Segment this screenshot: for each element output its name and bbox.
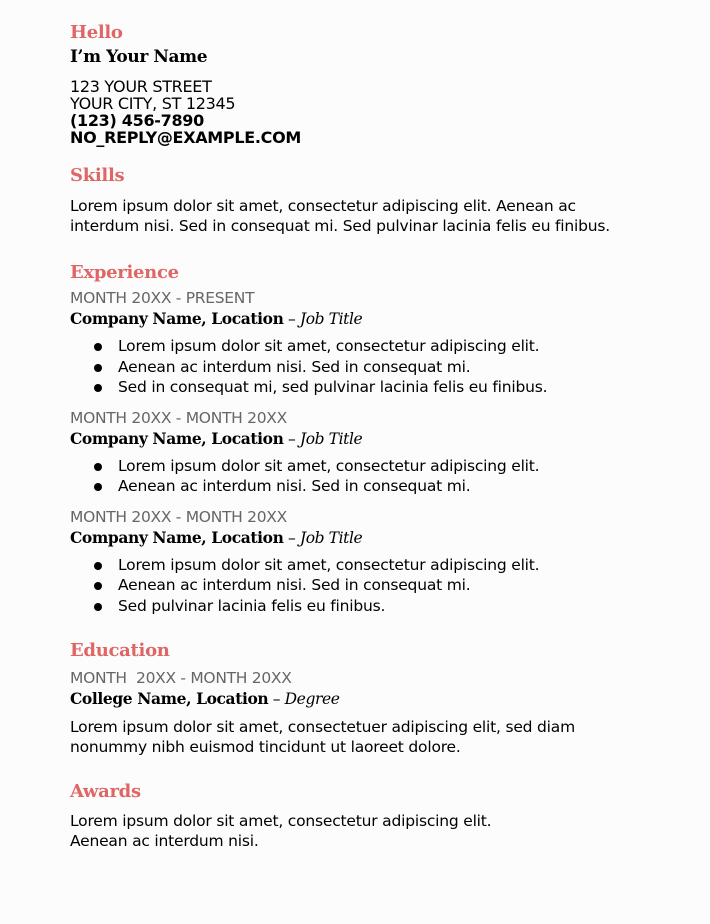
skills-section	[70, 163, 690, 236]
header-section	[70, 20, 690, 146]
phone-number: (123) 456-7890	[70, 111, 204, 130]
greeting-heading: Hello	[70, 22, 123, 43]
bullet-dot-icon	[94, 364, 102, 372]
job-bullets	[70, 456, 690, 497]
awards-line: Lorem ipsum dolor sit amet, consectetur adipiscing elit.	[70, 812, 492, 830]
education-line: Lorem ipsum dolor sit amet, consectetuer adipiscing elit, sed diam	[70, 718, 575, 736]
bullet-text: Aenean ac interdum nisi. Sed in consequat mi.	[118, 576, 471, 594]
awards-section	[70, 779, 690, 851]
street-address: 123 YOUR STREET	[70, 77, 212, 96]
bullet-dot-icon	[94, 384, 102, 392]
experience-heading: Experience	[70, 262, 179, 283]
degree: Degree	[284, 690, 340, 708]
experience-section	[70, 260, 690, 616]
job-title: Job Title	[299, 528, 363, 547]
awards-line: Aenean ac interdum nisi.	[70, 832, 259, 850]
bullet-dot-icon	[94, 562, 102, 570]
bullet-text: Lorem ipsum dolor sit amet, consectetur adipiscing elit.	[118, 456, 540, 475]
email-address: NO_REPLY@EXAMPLE.COM	[70, 128, 302, 147]
bullet-item	[118, 476, 690, 497]
bullet-dot-icon	[94, 343, 102, 351]
education-section	[70, 638, 690, 757]
company-name: Company Name, Location	[70, 309, 284, 328]
job-dates: MONTH 20XX - MONTH 20XX	[70, 408, 287, 427]
bullet-text: Lorem ipsum dolor sit amet, consectetur adipiscing elit.	[118, 555, 540, 574]
job-role	[70, 527, 690, 549]
skills-line: Lorem ipsum dolor sit amet, consectetur adipiscing elit. Aenean ac	[70, 197, 576, 215]
job-role	[70, 428, 690, 450]
city-state-zip: YOUR CITY, ST 12345	[70, 94, 236, 113]
role-separator: –	[268, 690, 285, 708]
bullet-text: Sed pulvinar lacinia felis eu finibus.	[118, 596, 386, 615]
awards-heading: Awards	[70, 781, 141, 802]
bullet-dot-icon	[94, 582, 102, 590]
bullet-dot-icon	[94, 603, 102, 611]
contact-block	[70, 78, 690, 146]
bullet-item	[118, 336, 690, 357]
job-title: Job Title	[299, 310, 363, 328]
bullet-item	[118, 456, 690, 477]
job-bullets	[70, 555, 690, 617]
job-entry	[70, 288, 690, 398]
bullet-item	[118, 596, 690, 617]
job-dates: MONTH 20XX - MONTH 20XX	[70, 507, 287, 526]
job-bullets	[70, 336, 690, 398]
skills-heading: Skills	[70, 165, 125, 186]
bullet-item	[118, 575, 690, 596]
skills-line: interdum nisi. Sed in consequat mi. Sed pulvinar lacinia felis eu finibus.	[70, 217, 611, 235]
role-separator: –	[283, 429, 300, 448]
job-title: Job Title	[299, 429, 363, 448]
education-heading: Education	[70, 640, 170, 661]
resume-page	[70, 20, 690, 851]
bullet-dot-icon	[94, 463, 102, 471]
job-dates: MONTH 20XX - PRESENT	[70, 289, 255, 307]
education-line: nonummy nibh euismod tincidunt ut laoreet dolore.	[70, 738, 461, 756]
education-role	[70, 688, 690, 710]
bullet-text: Aenean ac interdum nisi. Sed in consequat mi.	[118, 477, 471, 495]
bullet-text: Sed in consequat mi, sed pulvinar lacinia felis eu finibus.	[118, 378, 548, 396]
job-entry	[70, 507, 690, 617]
role-separator: –	[283, 310, 300, 328]
bullet-item	[118, 377, 690, 398]
job-role	[70, 308, 690, 330]
role-separator: –	[283, 528, 300, 547]
college-name: College Name, Location	[70, 689, 269, 708]
bullet-item	[118, 555, 690, 576]
education-dates: MONTH 20XX - MONTH 20XX	[70, 669, 292, 687]
job-entry	[70, 408, 690, 497]
company-name: Company Name, Location	[70, 527, 284, 547]
company-name: Company Name, Location	[70, 428, 284, 448]
bullet-text: Lorem ipsum dolor sit amet, consectetur adipiscing elit.	[118, 337, 540, 355]
applicant-name: I’m Your Name	[70, 47, 208, 67]
bullet-item	[118, 357, 690, 378]
bullet-dot-icon	[94, 483, 102, 491]
bullet-text: Aenean ac interdum nisi. Sed in consequat mi.	[118, 357, 471, 376]
